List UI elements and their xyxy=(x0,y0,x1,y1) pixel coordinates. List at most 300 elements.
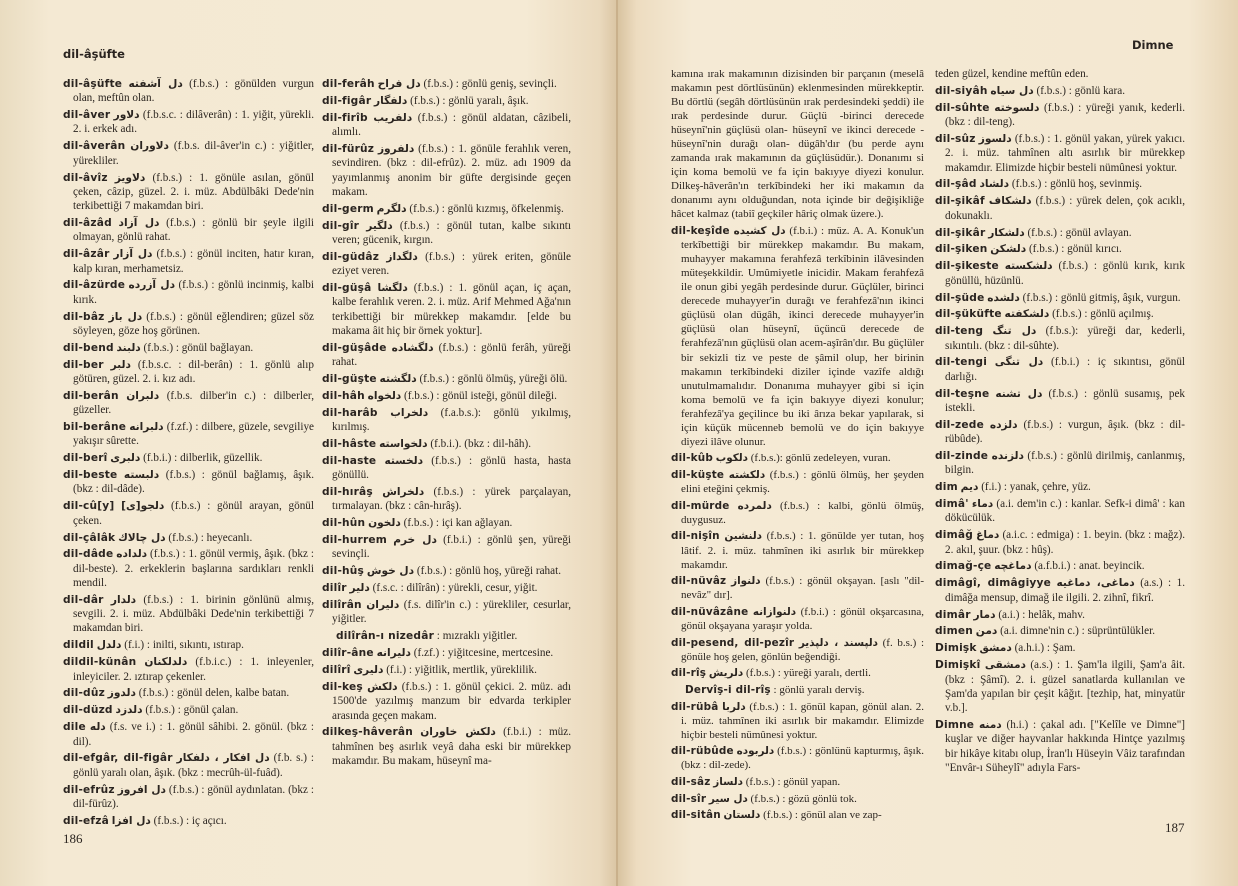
arabic-script: دلبرى xyxy=(110,452,141,465)
headword: dimâr xyxy=(935,608,971,621)
arabic-script: دلنشين xyxy=(724,530,763,543)
arabic-script: دلشاد xyxy=(979,178,1010,191)
arabic-script: دلكوب xyxy=(715,452,749,465)
headword: dil-güşte xyxy=(322,372,377,385)
dictionary-entry xyxy=(63,751,314,780)
dictionary-entry xyxy=(63,247,314,276)
definition: (f.b.s.) : gönül tutan, kalbe sıkıntı veren; gücenik, kırgın. xyxy=(332,219,572,246)
headword: dil-dâde xyxy=(63,548,114,561)
dictionary-entry xyxy=(63,310,314,339)
definition: (f.b.s.) : gönlü gitmiş, âşık, vurgun. xyxy=(1022,291,1181,304)
definition: (f.b.i.) : dilberlik, güzellik. xyxy=(143,452,263,465)
dictionary-entry xyxy=(671,529,924,571)
arabic-script: دماغچه xyxy=(994,560,1032,573)
dictionary-entry xyxy=(63,686,314,700)
headword: dil-efrûz xyxy=(63,783,115,796)
headword: dimen xyxy=(935,625,973,638)
headword: dil-bend xyxy=(63,341,114,354)
definition: (a.i. dem'in c.) : kanlar. Sefk-i dimâ' : kan dökücülük. xyxy=(945,498,1185,525)
dictionary-entry xyxy=(671,744,924,772)
arabic-script: دلدلكنان xyxy=(144,656,188,669)
right-column-2 xyxy=(935,67,1185,778)
headword: dil-haste xyxy=(322,454,377,467)
dictionary-entry xyxy=(935,291,1185,305)
dictionary-entry xyxy=(935,658,1185,715)
arabic-script: دلگشاده xyxy=(391,341,434,354)
dictionary-entry xyxy=(63,216,314,245)
headword: dilîrân xyxy=(322,599,362,612)
dictionary-entry xyxy=(935,132,1185,175)
dictionary-entry xyxy=(671,451,924,465)
left-column-1 xyxy=(63,77,314,831)
definition: (f.b.s.) : gönlü hasta, hasta gönüllü. xyxy=(332,454,571,482)
headword: bil-berâne xyxy=(63,421,127,434)
arabic-script: دل فراح xyxy=(377,78,421,90)
definition: (f.zf.) : yiğitcesine, mertcesine. xyxy=(413,647,554,660)
definition: (f.b.s.) : gönlü ölmüş, her şeyden elini eteğini çekmiş. xyxy=(681,469,924,496)
dictionary-entry xyxy=(63,171,314,214)
definition: (f.b.s.) : heyecanlı. xyxy=(168,531,253,544)
headword: dil-hûn xyxy=(322,517,366,530)
definition: (f.b.s.) : gönlü incinmiş, kalbi kırık. xyxy=(73,279,315,306)
dictionary-entry xyxy=(935,559,1185,573)
definition: (f.b.s.) : gönül delen, kalbe batan. xyxy=(138,687,290,700)
headword: dimağ-çe xyxy=(935,560,992,573)
definition: (f.b.i.) : gönül okşarcasına, gönül okşayana yaraşır yolda. xyxy=(681,605,925,632)
dictionary-entry xyxy=(322,389,571,403)
headword: dil-siyâh xyxy=(935,84,988,97)
dictionary-entry xyxy=(63,655,314,684)
dictionary-entry xyxy=(322,581,571,595)
definition: (f.b.s. dilber'in c.) : dilberler, güzeller. xyxy=(73,389,314,417)
dictionary-entry xyxy=(63,278,314,307)
arabic-script: دلبرانه xyxy=(129,421,164,434)
arabic-script: دلساز xyxy=(713,775,743,788)
dictionary-entry xyxy=(322,341,571,370)
headword: dil-beste xyxy=(63,469,118,482)
arabic-script: دلزده xyxy=(989,418,1018,431)
dictionary-entry xyxy=(63,108,314,137)
headword: dil-fürûz xyxy=(322,142,375,155)
dictionary-entry xyxy=(322,372,571,386)
definition: (f.b.s.) : yürek eriten, gönüle eziyet veren. xyxy=(332,250,572,278)
arabic-script: دلخراب xyxy=(390,406,429,419)
arabic-script: دلربا xyxy=(722,700,746,713)
headword: dil-âzâr xyxy=(63,248,110,261)
headword: dilîr-âne xyxy=(322,647,374,660)
headword: dil-nüvâzâne xyxy=(671,605,749,618)
arabic-script: دلير xyxy=(349,582,370,595)
arabic-script: دلنواز xyxy=(731,575,761,588)
definition: (f.b.s.c. : dilâverân) : 1. yiğit, yürekli. 2. i. erkek adı. xyxy=(73,109,314,136)
dictionary-entry xyxy=(322,680,571,723)
arabic-script: دل افزا xyxy=(111,814,151,827)
dictionary-entry xyxy=(671,808,924,822)
dictionary-entry xyxy=(935,528,1185,557)
definition: (f.b.s.) : gönülden vurgun olan, meftûn olan. xyxy=(73,78,315,105)
dictionary-entry xyxy=(63,499,314,528)
definition: (f.b.s. dil-âver'in c.) : yiğitler, yürekliler. xyxy=(73,140,314,167)
definition: (f.b.s.) : 1. gönül yakan, yürek yakıcı. 2. i. müz. tahmînen altı asırlık bir mürekkep makamdır. Elimizde hiçbir besteli nümûnesi yoktur. xyxy=(945,132,1186,174)
headword: dil-zinde xyxy=(935,450,989,463)
arabic-script: دلخسته xyxy=(384,454,424,467)
headword: dil-sâz xyxy=(671,775,711,788)
definition: (f.b.s.) : gönlü susamış, pek istekli. xyxy=(945,387,1186,414)
definition: (f.b.i.) : gönlü şen, yüreği sevinçli. xyxy=(332,534,572,561)
dictionary-entry xyxy=(63,547,314,590)
arabic-script: دلبر xyxy=(110,358,131,371)
definition: (a.i.) : helâk, mahv. xyxy=(998,608,1085,621)
dictionary-entry xyxy=(63,593,314,636)
arabic-script: دلفروز xyxy=(377,142,415,155)
headword: dil-ferâh xyxy=(322,78,375,90)
definition: (f.b.s.) : gönül kırıcı. xyxy=(1028,243,1122,256)
headword: dilîr xyxy=(322,582,347,595)
arabic-script: دل خرم xyxy=(393,534,437,547)
definition: (f.b.s.) : yüreği yaralı, dertli. xyxy=(745,667,871,680)
headword: dil-ber xyxy=(63,358,104,371)
arabic-script: دلبران xyxy=(126,389,160,402)
arabic-script: دلستان xyxy=(723,809,761,822)
definition: (f.b.s.) : gönül aldatan, câzibeli, alımlı. xyxy=(332,111,571,139)
headword: dil-şikâf xyxy=(935,195,985,208)
dictionary-entry xyxy=(63,341,314,355)
headword: dil-şikeste xyxy=(935,260,999,273)
definition: (f.b.s.) : gönül inciten, hatır kıran, kalp kıran, merhametsiz. xyxy=(73,248,315,275)
dictionary-entry xyxy=(671,636,924,664)
dictionary-entry xyxy=(322,406,571,435)
headword: dil-sûhte xyxy=(935,101,990,114)
dictionary-entry xyxy=(63,531,314,545)
definition: (f.b.s.) : gönül isteği, gönül dileği. xyxy=(404,389,557,402)
definition: (f.b.s.) : gönlü kızmış, öfkelenmiş. xyxy=(409,202,564,215)
dictionary-entry xyxy=(671,499,924,527)
definition: (a.i.c. : edmiga) : 1. beyin. (bkz : mağz). 2. akıl, şuur. (bkz : hûş). xyxy=(945,529,1186,556)
dictionary-entry xyxy=(935,418,1185,447)
headword: dil-şiken xyxy=(935,243,988,256)
headword: dim xyxy=(935,481,958,494)
arabic-script: دل آزرده xyxy=(128,279,176,292)
definition: (f.b.s.) : gönlü geniş, sevinçli. xyxy=(423,78,557,90)
dictionary-entry xyxy=(63,720,314,749)
dictionary-entry xyxy=(63,420,314,449)
arabic-script: دلسوز xyxy=(978,132,1012,145)
headword: dil-âzâd xyxy=(63,217,112,230)
definition: (f.b.s.) : 1. gönül vermiş, âşık. (bkz : dil-beste). 2. erkeklerin başlarına sardıkları renkli mendil. xyxy=(73,548,314,589)
definition: (f.b.s.) : içi kan ağlayan. xyxy=(403,517,513,530)
definition: : mızraklı yiğitler. xyxy=(436,630,518,643)
dictionary-entry xyxy=(935,259,1185,288)
dictionary-entry xyxy=(935,449,1185,478)
headword: dil-şüde xyxy=(935,291,985,304)
page-number-right: 187 xyxy=(1165,820,1185,835)
definition: (f.b.s.) : kalbi, gönlü ölmüş, duygusuz. xyxy=(681,499,924,526)
dictionary-entry xyxy=(322,142,571,199)
dictionary-entry xyxy=(935,84,1185,98)
arabic-script: دلاور xyxy=(113,109,140,122)
arabic-script: ديم xyxy=(960,481,979,494)
arabic-script: دلپسند ، دلپذير xyxy=(798,636,878,649)
definition: (f.b.s.) : 1. gönüle asılan, gönül çeken, câzip, güzel. 2. i. müz. Abdülbâki Dede'nin terkibettiği 7 makamdan biri. xyxy=(73,171,314,213)
headword: dil-düzd xyxy=(63,704,113,717)
dictionary-entry xyxy=(935,324,1185,353)
dictionary-entry xyxy=(63,139,314,168)
headword: dil-berân xyxy=(63,389,119,402)
headword: dimâgî, dimâgiyye xyxy=(935,577,1052,590)
arabic-script: دلشكن xyxy=(990,243,1027,256)
definition: (f.b.i.) : müz. tahmînen beş asırlık veyâ daha eski bir mürekkep makamdır. Bu makam, hüseynî ma- xyxy=(332,726,572,768)
left-column-2 xyxy=(322,77,571,771)
headword: dil-zede xyxy=(935,418,984,431)
definition: (f.b.s.c. : dil-berân) : 1. gönlü alıp götüren, güzel. 2. i. kız adı. xyxy=(73,358,314,385)
headword: dimâ' xyxy=(935,498,969,511)
headword: dil-germ xyxy=(322,202,374,215)
dictionary-entry xyxy=(63,638,314,652)
dictionary-entry xyxy=(322,111,571,140)
headword: dil-gîr xyxy=(322,219,360,232)
definition: (f.b.s.): yüreği dar, kederli, sıkıntılı. (bkz : dil-sûhte). xyxy=(945,325,1185,352)
arabic-script: دلشده xyxy=(987,291,1020,304)
definition: (h.i.) : çakal adı. ["Kelîle ve Dimne"] kuşlar ve diğer hayvanlar hakkında Hintçe yazılmış bir hikâye kitabı olup, İran'lı Hüseyin Vâiz tarafından "Envâr-ı Süheylî" adıyla Fars- xyxy=(945,719,1186,774)
arabic-script: دلبسته xyxy=(123,469,160,482)
headword: Dimne xyxy=(935,719,975,732)
entry-continuation xyxy=(671,67,924,222)
arabic-script: دل چالاك xyxy=(118,531,166,544)
headword: dil-dûz xyxy=(63,687,105,700)
arabic-script: دلشكاف xyxy=(988,195,1032,208)
dictionary-entry xyxy=(935,177,1185,191)
definition: (f.a.b.s.): gönlü yıkılmış, kırılmış. xyxy=(332,406,572,434)
arabic-script: دلجو[ى] xyxy=(121,500,165,513)
headword: dil-nişîn xyxy=(671,530,720,543)
dictionary-entry xyxy=(322,250,571,279)
definition: (f.b.i.) : müz. A. A. Konuk'un terkîbettiği bir mürekkep makamdır. Bu makam, muhayyer makamına ferahfezâ terkîbinin ilâvesinden müteşekkildir. Umûmiyetle inicidir. Makam ferahfezâ ile onun gibi yegâh perdesinde durur. Güçlüler, birinci derecede muhayyer'in durağı ve ferahfezâ'nın ikinci güçlüsü olan dügâh, ikinci derecede muhayyer'in güçlüsü olan hüseynî, üçüncü derecede de ferahfezâ'nın güçlüsü olan acem-aşîrân'dır. Bu güçlüler bir sekizli tiz ve peste de şâmil olup, her birinin makamın terkîbindeki diziler içinde vazîfe aldığı unutulmamalıdır. Donanıma muhayyer gibi si için koma bemolü ve fa için bakıyye diyezi konulur; ferahfezâ'ya geçilince bu iki ârıza bekar yapılarak, si için küçük mücenneb bemolü ve do için bakıyye diyezi ilâve olunur. xyxy=(681,225,925,448)
definition: (f.i.) : yiğitlik, mertlik, yüreklilik. xyxy=(386,664,537,677)
arabic-script: دمشقى xyxy=(984,659,1026,672)
arabic-script: دلگداز xyxy=(386,250,418,263)
arabic-script: دلزنده xyxy=(991,450,1024,463)
headword: dil-küşte xyxy=(671,469,725,482)
headword: dil-âşüfte xyxy=(63,78,123,90)
dictionary-entry xyxy=(935,307,1185,321)
headword: dil-nüvâz xyxy=(671,575,727,588)
dictionary-entry xyxy=(671,666,924,680)
dictionary-entry xyxy=(322,281,571,338)
definition: (f.b.s.) : gönül alan ve zap- xyxy=(763,809,882,822)
dictionary-entry xyxy=(671,605,924,633)
arabic-script: دل تنگى xyxy=(994,356,1044,369)
arabic-script: دلسوخته xyxy=(994,101,1040,114)
dictionary-entry xyxy=(671,224,924,449)
definition: (f.s.c. : dilîrân) : yürekli, cesur, yiğit. xyxy=(372,582,538,595)
headword: Dimişkî xyxy=(935,659,981,672)
definition: (f.b.s.) : yüreği yanık, kederli. (bkz : dil-teng). xyxy=(945,101,1185,129)
definition: (a.s.) : 1. Şam'la ilgili, Şam'a âit. (bkz : Şâmî). 2. i. güzel sanatlarda kullanılan ve Şam'da yapılan bir çeşit kâğıt. [tezhip, hat, minyatür v.b.]. xyxy=(945,659,1186,715)
dictionary-entry xyxy=(322,598,571,627)
headword: dil-çâlâk xyxy=(63,531,116,544)
headword: dil-efzâ xyxy=(63,814,109,827)
sub-entry xyxy=(671,683,924,697)
dictionary-entry xyxy=(322,725,571,768)
dictionary-entry xyxy=(935,355,1185,384)
arabic-script: دل آشفته xyxy=(128,78,183,90)
definition: (f.b.s.) : gönlünü kapturmış, âşık. (bkz : dil-zede). xyxy=(681,745,924,772)
arabic-script: دماء xyxy=(971,498,994,511)
dictionary-entry xyxy=(935,624,1185,638)
dictionary-entry xyxy=(935,608,1185,622)
dictionary-entry xyxy=(671,700,924,742)
definition: (a.s.) : 1. dimâğa mensup, dimağ ile ilgili. 2. zihnî, fikrî. xyxy=(945,577,1186,604)
headword: dil-hûş xyxy=(322,565,365,578)
definition: (f.i.) : inilti, sıkıntı, ıstırap. xyxy=(124,639,244,652)
arabic-script: دليرى xyxy=(353,664,384,677)
definition: (a.i. dimne'nin c.) : süprüntülükler. xyxy=(1000,625,1155,638)
headword: dil-âzürde xyxy=(63,279,126,292)
headword: dil-berî xyxy=(63,452,108,465)
headword: dil-hırâş xyxy=(322,486,373,499)
running-head-right: Dimne xyxy=(1132,38,1174,52)
arabic-script: دل آزاد xyxy=(118,217,160,230)
headword: dil-hâh xyxy=(322,389,365,402)
dictionary-entry xyxy=(322,437,571,451)
headword: dil-rübûde xyxy=(671,745,734,758)
arabic-script: دليران xyxy=(366,599,400,612)
headword: dil-keşîde xyxy=(671,225,730,238)
definition: (f.zf.) : dilbere, güzele, sevgiliye yakışır sûrette. xyxy=(73,421,315,448)
arabic-script: دلداده xyxy=(116,548,148,561)
arabic-script: دلگير xyxy=(366,219,393,232)
definition: (f.b.s.): gönlü zedeleyen, vuran. xyxy=(750,452,891,465)
definition: (f.b.s.) : gönül eğlendiren; güzel söz söyleyen, göze hoş görünen. xyxy=(73,310,315,337)
dictionary-entry xyxy=(322,219,571,248)
arabic-script: دلنوازانه xyxy=(752,605,797,618)
headword: dildil xyxy=(63,639,94,652)
entry-continuation xyxy=(935,67,1185,81)
definition: (f.b.s.) : gönlü kırık, kırık gönüllü, hüzünlü. xyxy=(945,260,1185,287)
arabic-script: دل سياه xyxy=(990,84,1034,97)
arabic-script: دليرانه xyxy=(376,647,411,660)
headword: dil-dâr xyxy=(63,593,104,606)
headword: dilîrân-ı nizedâr xyxy=(336,630,434,643)
dictionary-entry xyxy=(322,202,571,216)
arabic-script: دل باز xyxy=(108,310,143,323)
headword: dil-efgâr, dil-figâr xyxy=(63,752,173,765)
headword: dil-âver xyxy=(63,109,111,122)
page-number-left: 186 xyxy=(63,831,83,846)
dictionary-entry xyxy=(63,451,314,465)
arabic-script: دلكش xyxy=(367,680,398,693)
dictionary-entry xyxy=(322,454,571,483)
definition: (f.b.s.) : gönlü açılmış. xyxy=(1052,308,1154,321)
definition: (f.b.s.) : gönlü bir şeyle ilgili olmayan, gönlü rahat. xyxy=(73,217,314,244)
headword: dil-şüküfte xyxy=(935,308,1002,321)
definition: (f.b.s.) : 1. gönül çekici. 2. müz. adı 1500'de yazılmış manzum bir edvarda terkipler arasında geçen makam. xyxy=(332,680,571,722)
dictionary-entry xyxy=(322,94,571,108)
arabic-script: دل افروز xyxy=(117,783,166,796)
definition: (f.b.s.) : vurgun, âşık. (bkz : dil-rübûde). xyxy=(945,418,1186,446)
headword: dil-teşne xyxy=(935,387,990,400)
definition: (f.b.s.) : gönlü ölmüş, yüreği ölü. xyxy=(419,372,568,385)
arabic-script: دمشق xyxy=(979,642,1012,655)
headword: dil-pesend, dil-pezîr xyxy=(671,636,795,649)
dictionary-entry xyxy=(671,468,924,496)
headword: dildil-künân xyxy=(63,656,137,669)
dictionary-entry xyxy=(63,703,314,717)
definition: (f.b.s.) : gönlü kara. xyxy=(1036,84,1126,97)
arabic-script: دل آزار xyxy=(113,248,153,261)
arabic-script: دلخواه xyxy=(367,389,402,402)
dictionary-entry xyxy=(671,775,924,789)
arabic-script: دل خوش xyxy=(366,565,415,578)
definition: (f.b.s.) : gönlü ferâh, yüreği rahat. xyxy=(332,341,571,369)
dictionary-entry xyxy=(322,485,571,514)
headword: dil-kûb xyxy=(671,452,714,465)
headword: dil-mürde xyxy=(671,499,730,512)
dictionary-entry xyxy=(63,358,314,387)
definition: (f.b.s.) : iç açıcı. xyxy=(153,814,227,827)
headword: dile xyxy=(63,721,86,734)
definition: (f.b.s.) : 1. gönüle ferahlık veren, sevindiren. (bkz : dil-efrûz). 2. müz. adı 1909 da yayımlanmış anonim bir güfte dergisinde geçen makam. xyxy=(332,142,572,198)
definition: (f.b.i.) : iç sıkıntısı, gönül darlığı. xyxy=(945,356,1186,383)
arabic-script: دمار xyxy=(973,608,996,621)
headword: dil-şikâr xyxy=(935,226,986,239)
arabic-script: دمن xyxy=(975,625,998,638)
arabic-script: دلگشته xyxy=(379,372,417,385)
arabic-script: دلاويز xyxy=(114,171,146,184)
dictionary-entry xyxy=(671,574,924,602)
definition: (f.b.s.) : gönlü hoş, yüreği rahat. xyxy=(416,565,562,578)
definition: (f.b.s.) : gönül avlayan. xyxy=(1027,226,1132,239)
dictionary-entry xyxy=(935,387,1185,416)
headword: dil-şâd xyxy=(935,178,977,191)
definition: (f.b.s.) : gönül bağlamış, âşık. (bkz : dil-dâde). xyxy=(73,469,315,496)
headword: dil-sitân xyxy=(671,809,721,822)
right-column-1 xyxy=(671,67,924,825)
definition: (f.b.s.) : 1. birinin gönlünü almış, sevgili. 2. i. müz. Abdülbâki Dede'nin terkibettiği 7 makamdan biri. xyxy=(73,593,315,635)
definition: (f.b.s.) : yürek delen, çok acıklı, dokunaklı. xyxy=(945,195,1186,222)
headword: dilîrî xyxy=(322,664,351,677)
dictionary-entry xyxy=(63,783,314,812)
headword: dil-rîş xyxy=(671,667,707,680)
dictionary-entry xyxy=(935,226,1185,240)
dictionary-entry xyxy=(322,516,571,530)
arabic-script: دلبند xyxy=(116,341,141,354)
dictionary-entry xyxy=(935,718,1185,775)
headword: dil-bâz xyxy=(63,310,105,323)
definition: (f.s. ve i.) : 1. gönül sâhibi. 2. gönül. (bkz : dil). xyxy=(73,721,314,748)
definition: (f.b.s.) : 1. gönül kapan, gönül alan. 2. i. müz. tahmînen iki asırlık bir makamdır. Elimizde hiçbir besteli nümûnesi yoktur. xyxy=(681,700,925,741)
definition: kamına ırak makamının dizisinden bir parçanın (meselâ makamın pest dörtlüsünün) eklenmesinden mürekkeptir. Bu dörtlü (segâh dörtlüsünün ırak perdesindeki şeddi) ile ırak perdesinde durur. Güçlü -birinci derecede hüseynî'nin güçlüsü olan- hüseynî ve ikinci derecede -hüseynî'nin durağı olan- dügâh'dır (bu perde aynı zamanda ırak makamının da güçlüsüdür.). Donanımı si için koma bemolü ve fa için bakıyye diyezi konulur. Dilkeş-hâverân'ın terkîbindeki her iki makamın da donanımı aynı olduğundan, nota içinde bir değişikliğe hâcet kalmaz (tabiî geçkiler hâriç olmak üzere.). xyxy=(671,68,924,221)
arabic-script: دلگشا xyxy=(377,282,408,295)
headword: dil-cû[y] xyxy=(63,500,115,513)
dictionary-entry xyxy=(322,533,571,562)
dictionary-entry xyxy=(322,77,571,91)
dictionary-entry xyxy=(63,77,314,106)
arabic-script: دلفريب xyxy=(373,111,413,124)
arabic-script: دلدوز xyxy=(107,687,136,700)
arabic-script: دلاوران xyxy=(130,140,169,153)
headword: dil-harâb xyxy=(322,406,378,419)
arabic-script: دلگرم xyxy=(376,202,407,215)
definition: (f.b.s.) : gönül aydınlatan. (bkz : dil-fürûz). xyxy=(73,783,314,810)
left-page xyxy=(0,0,618,886)
headword: dil-güşâ xyxy=(322,282,372,295)
arabic-script: دلربوده xyxy=(736,745,775,758)
definition: (f.b.s.) : gönül arayan, gönül çeken. xyxy=(73,500,315,527)
definition: (f. b.s.) : gönüle hoş gelen, gönlün beğendiği. xyxy=(681,636,925,663)
dictionary-entry xyxy=(935,242,1185,256)
running-head-left: dil-âşüfte xyxy=(63,47,125,61)
